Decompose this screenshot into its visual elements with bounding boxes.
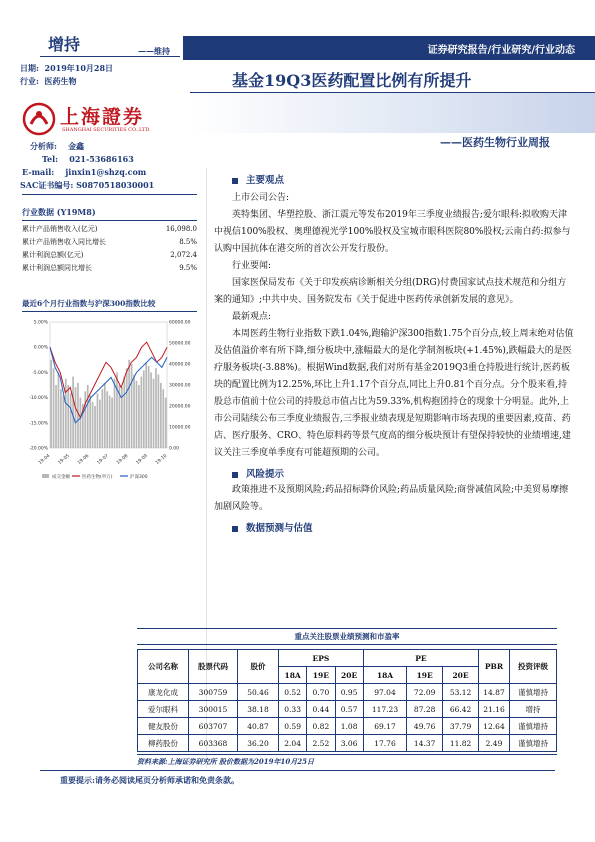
cell-eps-20e: 0.57: [335, 701, 363, 718]
report-subtitle: ——医药生物行业周报: [440, 136, 550, 149]
industry-data-label: 累计利润总额同比增长: [22, 264, 92, 272]
report-type: 证券研究报告/行业研究/行业动态: [427, 45, 575, 56]
volume-bar: [148, 366, 150, 448]
section-main-views: [232, 172, 574, 186]
th-code: 股票代码: [189, 650, 238, 684]
volume-bar: [131, 364, 133, 448]
volume-bar: [92, 402, 94, 448]
y-right-tick: 50000.00: [169, 341, 191, 347]
th-company: 公司名称: [138, 650, 189, 684]
legend-label: 沪深300: [130, 475, 148, 480]
y-right-tick: 20000.00: [169, 404, 191, 410]
cell-code: 300759: [189, 684, 238, 701]
volume-bar: [123, 377, 125, 448]
title-side-bar: [190, 93, 595, 133]
y-right-tick: 0.00: [169, 446, 180, 452]
section-main-views-title: 主要观点: [246, 175, 285, 186]
cell-price: 40.87: [238, 718, 279, 735]
y-right-tick: 30000.00: [169, 383, 191, 389]
cell-price: 36.20: [238, 735, 279, 752]
main-column: [214, 172, 574, 536]
volume-bar: [138, 385, 140, 448]
y-right-tick: 10000.00: [169, 425, 191, 431]
rating-sub: ——维持: [138, 46, 170, 56]
latest-view-text: 本周医药生物行业指数下跌1.04%,跑输沪深300指数1.75个百分点,较上周末绝对估值及估值溢价率有所下降,细分板块中,涨幅最大的是化学制剂板块(+1.45%),跌幅最大的是医疗服务板块(-3.88%)。根据Wind数据,我们对所有基金2019Q3重仓持股进行统计,医药板块的配置比例为12.25%,环比上升1.17个百分点,同比上升0.81个百分点。分个股来看,持股总市值前十位公司的持股总市值占比为59.33%,机构抱团持仓的现象十分明显。此外,上市公司陆续公布三季度业绩报告,三季报业绩表现是短期影响市场表现的重要因素,疫苗、药店、医疗服务、CRO、特色原料药等景气度高的细分板块预计有望保持较快的业绩增速,建议关注三季度单季度有可能超预期的公司。: [214, 329, 574, 458]
date-value: 2019年10月28日: [44, 63, 114, 73]
cell-pbr: 12.64: [479, 718, 510, 735]
cell-pe-19e: 14.37: [407, 735, 443, 752]
x-tick: 19-05: [57, 453, 71, 466]
cell-rating: 增持: [510, 701, 557, 718]
volume-bar: [99, 400, 101, 448]
th-pe-20e: 20E: [443, 667, 479, 684]
table-row: [138, 735, 557, 752]
volume-bar: [158, 375, 160, 449]
cell-eps-18a: 0.59: [279, 718, 307, 735]
industry-data-value: 9.5%: [179, 264, 197, 272]
rating: 增持: [48, 35, 81, 54]
bullet-square-icon: [232, 526, 238, 532]
date-label: 日期:: [20, 63, 39, 73]
section-risk: [232, 466, 574, 480]
x-tick: 19-04: [38, 453, 52, 466]
volume-bar: [145, 362, 147, 448]
volume-bar: [114, 379, 116, 448]
sac-value: S0870518030001: [76, 180, 155, 190]
email-value[interactable]: jinxin1@shzq.com: [65, 167, 147, 177]
volume-bar: [116, 372, 118, 448]
industry-data-row: [22, 263, 197, 273]
th-pe-19e: 19E: [407, 667, 443, 684]
cell-rating: 谨慎增持: [510, 718, 557, 735]
volume-bar: [80, 398, 82, 448]
bullet-square-icon: [232, 472, 238, 478]
meta-block: [20, 62, 190, 88]
industry-data-title: 行业数据 (Y19M8): [22, 207, 96, 217]
analyst-block: [22, 140, 197, 192]
cell-pe-20e: 37.79: [443, 718, 479, 735]
tel-label: Tel:: [42, 154, 59, 164]
cell-eps-19e: 0.82: [307, 718, 335, 735]
cell-eps-19e: 0.44: [307, 701, 335, 718]
th-eps-18a: 18A: [279, 667, 307, 684]
company-logo: [22, 100, 172, 140]
volume-bar: [70, 393, 72, 448]
cell-eps-20e: 1.08: [335, 718, 363, 735]
volume-bar: [101, 389, 103, 448]
th-pbr: PBR: [479, 650, 510, 684]
company-announce-text: 英特集团、华塑控股、浙江震元等发布2019年三季度业绩报告;爱尔眼科:拟收购天津中视信100%股权、奥理德视光学100%股权及宝城市眼科医院80%股权;云南白药:拟参与认购中国抗体在港交所的首次公开发行股份。: [214, 210, 571, 254]
th-eps: EPS: [279, 650, 364, 667]
volume-bar: [155, 368, 157, 448]
volume-bar: [136, 381, 138, 448]
volume-bar: [143, 370, 145, 448]
legend-label: 成交金额: [52, 475, 70, 480]
volume-bar: [140, 377, 142, 448]
cell-pbr: 14.87: [479, 684, 510, 701]
section-risk-title: 风险提示: [246, 469, 285, 480]
company-announce-head: 上市公司公告:: [232, 193, 290, 203]
cell-eps-18a: 0.33: [279, 701, 307, 718]
industry-data-label: 累计产品销售收入(亿元): [22, 225, 98, 233]
volume-bar: [109, 396, 111, 449]
y-left-tick: -20.00%: [29, 446, 48, 452]
cell-eps-20e: 3.06: [335, 735, 363, 752]
sac-label: SAC证书编号:: [20, 180, 74, 190]
cell-code: 300015: [189, 701, 238, 718]
volume-bar: [84, 391, 86, 448]
x-tick: 19-10: [155, 453, 169, 466]
valuation-table-block: [137, 628, 557, 767]
analyst-name: 金鑫: [68, 141, 85, 151]
volume-bar: [62, 396, 64, 449]
cell-eps-19e: 0.70: [307, 684, 335, 701]
cell-eps-20e: 0.95: [335, 684, 363, 701]
bullet-square-icon: [232, 178, 238, 184]
industry-data: [22, 206, 197, 276]
volume-bar: [58, 372, 60, 448]
cell-price: 38.18: [238, 701, 279, 718]
report-type-bar: [183, 36, 595, 60]
th-eps-20e: 20E: [335, 667, 363, 684]
cell-pe-18a: 117.23: [363, 701, 406, 718]
volume-bar: [60, 389, 62, 448]
cell-pbr: 2.49: [479, 735, 510, 752]
volume-bar: [77, 383, 79, 448]
volume-bar: [165, 398, 167, 448]
cell-company: 爱尔眼科: [138, 701, 189, 718]
volume-bar: [126, 368, 128, 448]
volume-bar: [89, 396, 91, 449]
section-forecast: [232, 520, 574, 534]
volume-bar: [111, 398, 113, 448]
table-source: 资料来源:上海证券研究所 股价数据为2019年10月25日: [137, 754, 557, 767]
volume-bar: [65, 379, 67, 448]
th-eps-19e: 19E: [307, 667, 335, 684]
industry-value: 医药生物: [44, 76, 77, 86]
cell-pe-18a: 97.04: [363, 684, 406, 701]
table-row: [138, 701, 557, 718]
cell-pe-20e: 66.42: [443, 701, 479, 718]
y-right-tick: 60000.00: [169, 320, 191, 326]
tel-value: 021-53686163: [69, 154, 134, 164]
cell-company: 柳药股份: [138, 735, 189, 752]
logo-en: SHANGHAI SECURITIES CO.,LTD.: [62, 127, 151, 133]
x-tick: 19-07: [96, 453, 110, 466]
volume-bar: [94, 406, 96, 448]
cell-eps-19e: 2.52: [307, 735, 335, 752]
volume-bar: [162, 389, 164, 448]
y-right-tick: 40000.00: [169, 362, 191, 368]
cell-pe-19e: 49.76: [407, 718, 443, 735]
cell-rating: 谨慎增持: [510, 684, 557, 701]
volume-bar: [50, 360, 52, 448]
industry-data-row: [22, 224, 197, 234]
section-forecast-title: 数据预测与估值: [246, 523, 313, 534]
th-pe: PE: [363, 650, 478, 667]
volume-bar: [97, 393, 99, 448]
cell-pe-19e: 72.09: [407, 684, 443, 701]
logo-emblem-icon: [22, 102, 56, 136]
volume-bar: [55, 385, 57, 448]
logo-text: 上海證券: [60, 106, 145, 128]
y-left-tick: 0.00%: [33, 345, 48, 351]
volume-bar: [87, 385, 89, 448]
cell-code: 603368: [189, 735, 238, 752]
cell-company: 康龙化成: [138, 684, 189, 701]
volume-bar: [106, 391, 108, 448]
cell-company: 健友股份: [138, 718, 189, 735]
x-tick: 19-09: [135, 453, 149, 466]
risk-text: 政策推进不及预期风险;药品招标降价风险;药品质量风险;商誉减值风险;中美贸易摩擦加剧风险等。: [214, 485, 569, 512]
header-rule: [40, 56, 180, 57]
legend-swatch: [42, 474, 49, 478]
industry-data-value: 16,098.0: [165, 225, 197, 233]
cell-rating: 谨慎增持: [510, 735, 557, 752]
volume-bar: [153, 379, 155, 448]
industry-data-value: 8.5%: [179, 238, 197, 246]
left-top-divider: [22, 194, 197, 195]
y-left-tick: 5.00%: [33, 320, 48, 326]
cell-pe-19e: 87.28: [407, 701, 443, 718]
email-label: E-mail:: [22, 167, 55, 177]
cell-eps-18a: 0.52: [279, 684, 307, 701]
cell-code: 603707: [189, 718, 238, 735]
volume-bar: [104, 383, 106, 448]
volume-bar: [67, 385, 69, 448]
industry-label: 行业:: [20, 76, 39, 86]
industry-data-label: 累计产品销售收入同比增长: [22, 238, 106, 246]
volume-bar: [75, 387, 77, 448]
chart-title: 最近6个月行业指数与沪深300指数比较: [22, 299, 156, 308]
table-caption: 重点关注股票业绩预测和市盈率: [137, 628, 557, 645]
industry-news-head: 行业要闻:: [232, 261, 272, 271]
x-tick: 19-06: [77, 453, 91, 466]
industry-data-label: 累计利润总额(亿元): [22, 251, 84, 259]
index-comparison-chart: [22, 316, 197, 486]
volume-bar: [72, 377, 74, 448]
valuation-table: [137, 649, 557, 752]
x-tick: 19-08: [116, 453, 130, 466]
industry-data-row: [22, 237, 197, 247]
th-price: 股价: [238, 650, 279, 684]
industry-news-text: 国家医保局发布《关于印发疾病诊断相关分组(DRG)付费国家试点技术规范和分组方案的通知》;中共中央、国务院发布《关于促进中医药传承创新发展的意见》。: [214, 278, 567, 305]
cell-pe-20e: 11.82: [443, 735, 479, 752]
rating-block: [40, 28, 190, 64]
y-left-tick: -10.00%: [29, 396, 48, 402]
report-title: 基金19Q3医药配置比例有所提升: [232, 71, 472, 90]
industry-data-value: 2,072.4: [170, 251, 197, 259]
cell-pe-18a: 69.17: [363, 718, 406, 735]
chart-section: [22, 298, 197, 490]
volume-bar: [53, 368, 55, 448]
cell-pbr: 21.16: [479, 701, 510, 718]
y-left-tick: -5.00%: [32, 370, 48, 376]
th-rating: 投资评级: [510, 650, 557, 684]
cell-eps-18a: 2.04: [279, 735, 307, 752]
industry-data-row: [22, 250, 197, 260]
volume-bar: [150, 372, 152, 448]
volume-bar: [160, 383, 162, 448]
table-row: [138, 718, 557, 735]
y-left-tick: -15.00%: [29, 421, 48, 427]
latest-view-head: 最新观点:: [232, 312, 272, 322]
legend-label: 医药生物(申万): [82, 475, 113, 480]
cell-pe-20e: 53.12: [443, 684, 479, 701]
table-row: [138, 684, 557, 701]
footer-notice: 重要提示:请务必阅读尾页分析师承诺和免责条款。: [60, 775, 239, 785]
analyst-name-label: 分析师:: [30, 141, 57, 151]
th-pe-18a: 18A: [363, 667, 406, 684]
cell-pe-18a: 17.76: [363, 735, 406, 752]
volume-bar: [133, 375, 135, 449]
footer-rule: [40, 770, 555, 771]
cell-price: 50.46: [238, 684, 279, 701]
volume-bar: [128, 360, 130, 448]
